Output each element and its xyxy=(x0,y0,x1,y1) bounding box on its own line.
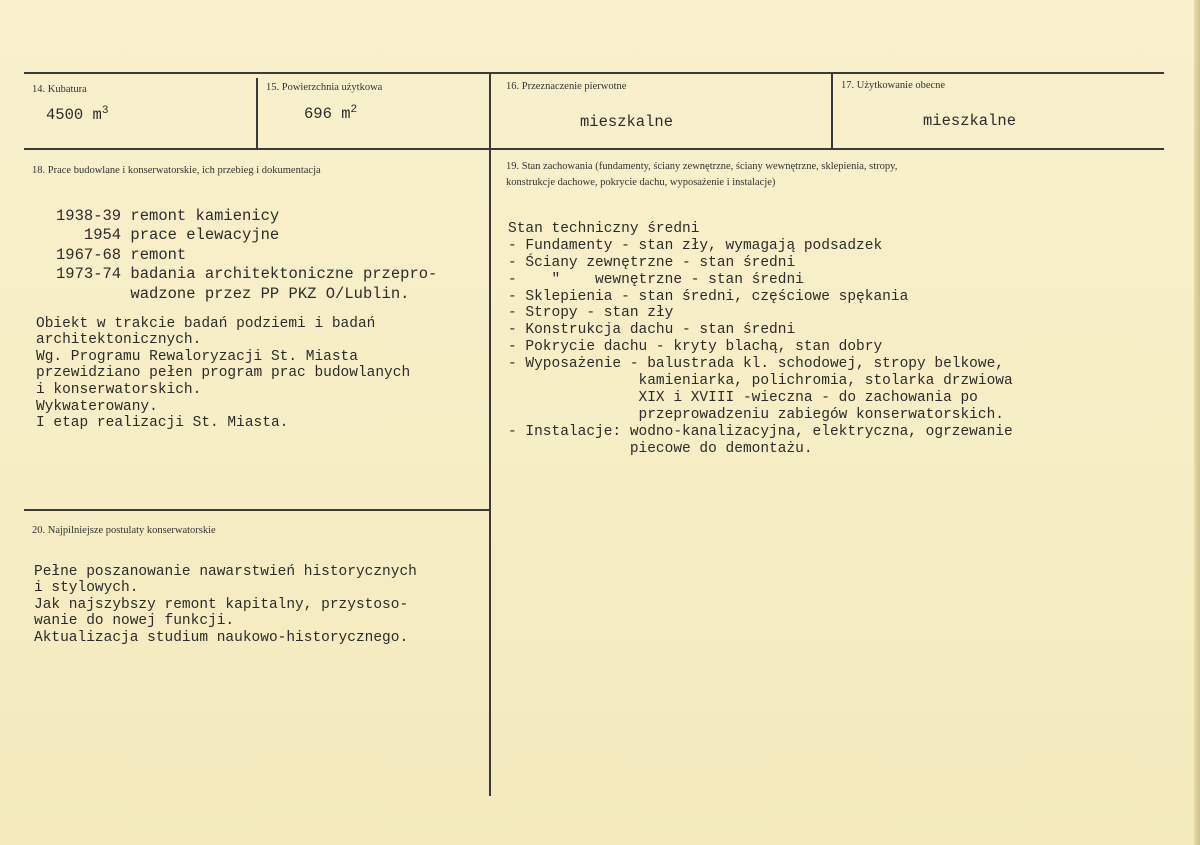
stan-label-line1: 19. Stan zachowania (fundamenty, ściany zewnętrzne, ściany wewnętrzne, sklepienia, stropy, xyxy=(506,161,898,172)
powierzchnia-label: 15. Powierzchnia użytkowa xyxy=(266,82,383,93)
prace-note-line: i konserwatorskich. xyxy=(36,381,202,398)
prace-note-line: I etap realizacji St. Miasta. xyxy=(36,415,289,432)
divider-v3 xyxy=(831,74,833,148)
prace-entry: 1967-68 remont xyxy=(56,245,187,264)
stan-line: Stan techniczny średni xyxy=(508,220,700,237)
prace-note-line: architektonicznych. xyxy=(36,332,202,349)
postulaty-label: 20. Najpilniejsze postulaty konserwatorskie xyxy=(32,525,216,536)
stan-line: piecowe do demontażu. xyxy=(508,440,813,457)
prace-notes xyxy=(36,299,410,448)
stan-line: XIX i XVIII -wieczna - do zachowania po xyxy=(508,389,978,406)
prace-note-line: Obiekt w trakcie badań podziemi i badań xyxy=(36,315,376,332)
przeznaczenie-value: mieszkalne xyxy=(580,113,674,131)
stan-line: - Fundamenty - stan zły, wymagają podsadzek xyxy=(508,237,883,254)
rule-postulaty xyxy=(24,509,490,511)
uzytkowanie-label: 17. Użytkowanie obecne xyxy=(841,80,946,91)
powierzchnia-value: 696 $m^2$ xyxy=(304,104,358,124)
stan-line: - Konstrukcja dachu - stan średni xyxy=(508,322,796,339)
prace-entry: 1938-39 remont kamienicy xyxy=(56,206,280,225)
divider-v2 xyxy=(489,72,491,796)
top-rule xyxy=(24,72,1164,74)
prace-entry: 1973-74 badania architektoniczne przepro- xyxy=(56,265,438,284)
prace-note-line: Wykwaterowany. xyxy=(36,398,158,415)
postulaty-line: Aktualizacja studium naukowo-historycznego. xyxy=(34,629,409,646)
stan-line: - Stropy - stan zły xyxy=(508,305,674,322)
postulaty-line: Pełne poszanowanie nawarstwień historycznych xyxy=(34,563,417,580)
stan-line: - Wyposażenie - balustrada kl. schodowej, stropy belkowe, xyxy=(508,356,1004,373)
kubatura-unit-exponent: 3 xyxy=(101,105,109,117)
prace-note-line: przewidziano pełen program prac budowlanych xyxy=(36,365,411,382)
postulaty-line: Jak najszybszy remont kapitalny, przystoso- xyxy=(34,596,409,613)
przeznaczenie-label: 16. Przeznaczenie pierwotne xyxy=(506,81,627,92)
stan-line: - " wewnętrzne - stan średni xyxy=(508,271,804,288)
kubatura-value: 4500 $m^3$ xyxy=(46,105,109,125)
stan-line: - Ściany zewnętrzne - stan średni xyxy=(508,254,796,271)
prace-entry: 1954 prace elewacyjne xyxy=(56,226,280,245)
stan-line: - Sklepienia - stan średni, częściowe spękania xyxy=(508,288,909,305)
stan-line: - Instalacje: wodno-kanalizacyjna, elektryczna, ogrzewanie xyxy=(508,423,1013,440)
stan-line: przeprowadzeniu zabiegów konserwatorskich. xyxy=(508,406,1004,423)
prace-label: 18. Prace budowlane i konserwatorskie, ich przebieg i dokumentacja xyxy=(32,165,321,176)
card-edge xyxy=(1194,0,1200,845)
postulaty-lines xyxy=(34,547,417,663)
divider-v1 xyxy=(256,78,258,148)
prace-note-line: Wg. Programu Rewaloryzacji St. Miasta xyxy=(36,348,358,365)
stan-lines xyxy=(508,204,1013,475)
rule-row2 xyxy=(24,148,1164,150)
uzytkowanie-value: mieszkalne xyxy=(923,112,1017,130)
kubatura-label: 14. Kubatura xyxy=(32,84,87,95)
prace-entry: wadzone przez PP PKZ O/Lublin. xyxy=(56,284,410,303)
stan-line: kamieniarka, polichromia, stolarka drzwiowa xyxy=(508,373,1013,390)
stan-label-line2: konstrukcje dachowe, pokrycie dachu, wyposażenie i instalacje) xyxy=(506,177,776,188)
postulaty-line: i stylowych. xyxy=(34,580,139,597)
postulaty-line: wanie do nowej funkcji. xyxy=(34,613,235,630)
stan-line: - Pokrycie dachu - kryty blachą, stan dobry xyxy=(508,339,883,356)
powierzchnia-unit-exponent: 2 xyxy=(350,104,358,116)
